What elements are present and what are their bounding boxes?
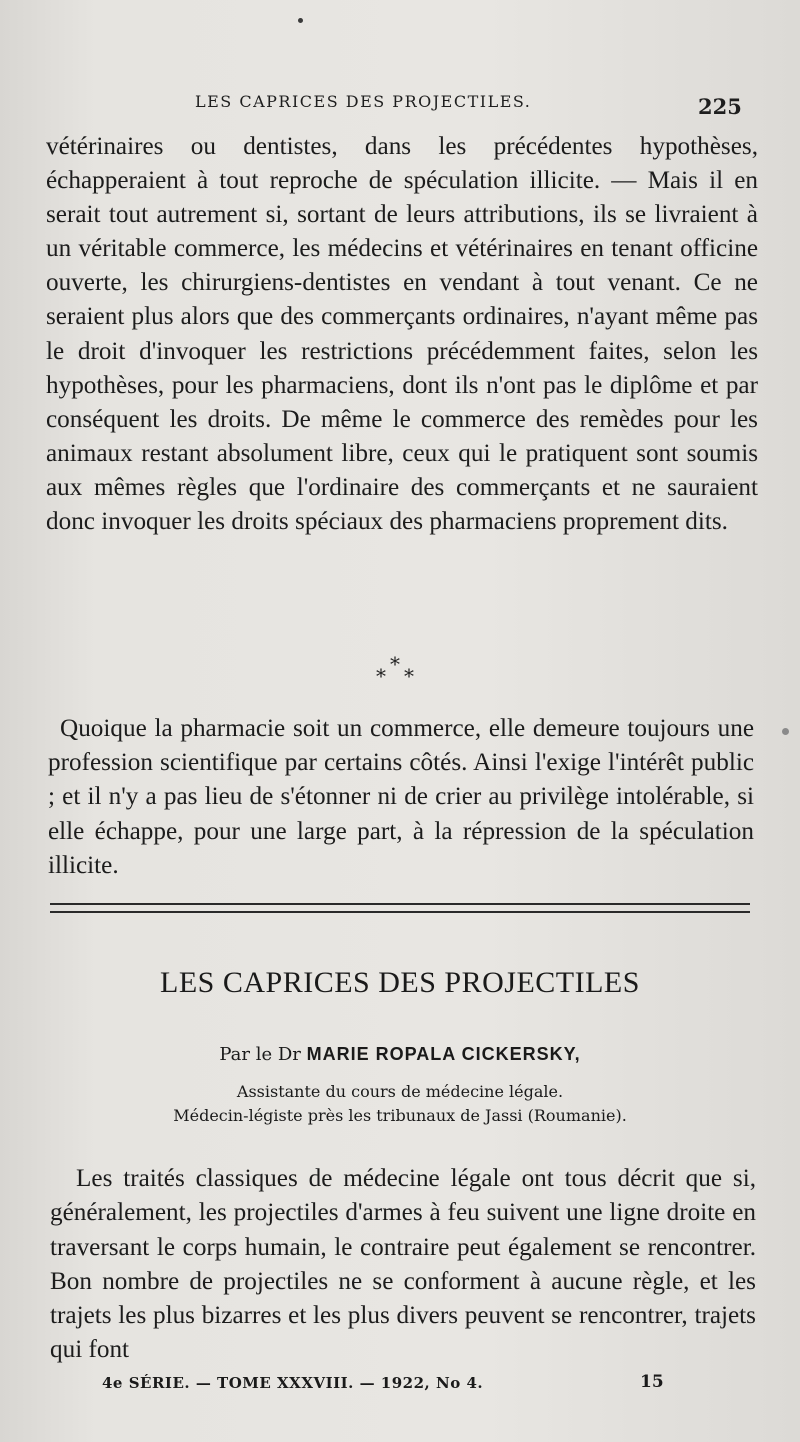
author-affiliation-1: Assistante du cours de médecine légale. <box>236 1082 564 1101</box>
asterism-star: * <box>390 652 400 676</box>
section-rule-bottom <box>50 911 750 913</box>
asterism-star: * <box>404 664 414 688</box>
page-number: 225 <box>698 94 742 119</box>
byline <box>0 1044 800 1065</box>
author-affiliation-2: Médecin-légiste près les tribunaux de Jassi (Roumanie). <box>173 1106 627 1125</box>
article-title: LES CAPRICES DES PROJECTILES <box>160 966 640 999</box>
print-speck <box>298 18 303 23</box>
asterism-separator <box>370 652 430 688</box>
footer-signature-mark: 15 <box>640 1372 664 1392</box>
paragraph-article-opening: Les traités classiques de médecine légale ont tous décrit que si, généralement, les projectiles d'armes à feu suivent une ligne droite en traversant le corps humain, le contraire peut également se rencontrer. Bon nombre de projectiles ne se conforment à aucune règle, et les trajets les plus bizarres et les plus divers peuvent se rencontrer, trajets qui font <box>50 1165 756 1364</box>
author-name: MARIE ROPALA CICKERSKY, <box>306 1044 581 1064</box>
section-rule-top <box>50 903 750 905</box>
print-speck <box>782 728 789 735</box>
byline-prefix: Par le Dr <box>219 1044 301 1065</box>
asterism-star: * <box>376 664 386 688</box>
running-header: LES CAPRICES DES PROJECTILES. <box>195 92 532 111</box>
paragraph-conclusion: Quoique la pharmacie soit un commerce, elle demeure toujours une profession scientifique par certains côtés. Ainsi l'exige l'intérêt public ; et il n'y a pas lieu de s'étonner ni de crier au privilège intolérable, si elle échappe, pour une large part, à la répression de la spéculation illicite. <box>48 715 754 879</box>
paragraph-continued: vétérinaires ou dentistes, dans les précédentes hypothèses, échapperaient à tout reproche de spéculation illicite. — Mais il en serait tout autrement si, sortant de leurs attributions, ils se livraient à un véritable commerce, les médecins et vétérinaires en tenant officine ouverte, les chirurgiens-dentistes en vendant à tout venant. Ce ne seraient plus alors que des commerçants ordinaires, n'ayant même pas le droit d'invoquer les restrictions précédemment faites, selon les hypothèses, pour les pharmaciens, dont ils n'ont pas le diplôme et par conséquent les droits. De même le commerce des remèdes pour les animaux restant absolument libre, ceux qui le pratiquent sont soumis aux mêmes règles que l'ordinaire des commerçants et ne sauraient donc invoquer les droits spéciaux des pharmaciens proprement dits. <box>46 133 758 536</box>
footer-series-line: 4e SÉRIE. — TOME XXXVIII. — 1922, No 4. <box>102 1374 484 1392</box>
